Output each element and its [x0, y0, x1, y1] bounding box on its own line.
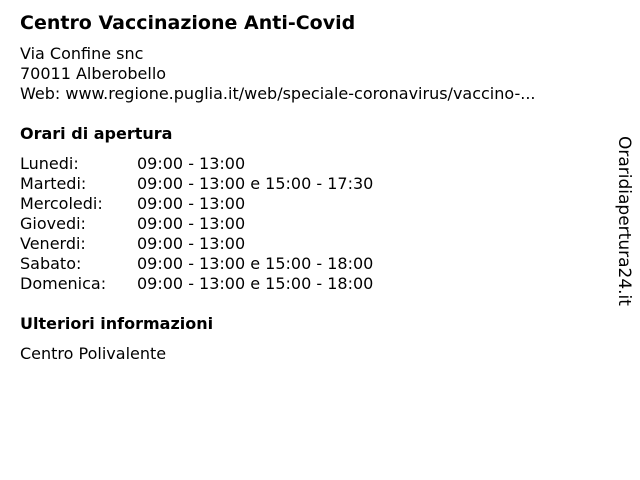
hours-row-lunedi [20, 154, 373, 174]
address-street: Via Confine snc [20, 44, 144, 63]
hours-day: Martedi: [20, 174, 87, 193]
hours-time: 09:00 - 13:00 [137, 154, 246, 173]
hours-row-domenica [20, 274, 373, 294]
address-web[interactable]: Web: www.regione.puglia.it/web/speciale-coronavirus/vaccino-... [20, 84, 536, 103]
hours-row-martedi [20, 174, 373, 194]
address-block [20, 44, 536, 104]
hours-day: Venerdi: [20, 234, 86, 253]
hours-row-venerdi [20, 234, 373, 254]
hours-time: 09:00 - 13:00 e 15:00 - 18:00 [137, 274, 374, 293]
hours-day: Mercoledi: [20, 194, 103, 213]
hours-day: Domenica: [20, 274, 107, 293]
address-city: 70011 Alberobello [20, 64, 167, 83]
hours-table [20, 154, 373, 294]
hours-time: 09:00 - 13:00 [137, 214, 246, 233]
hours-time: 09:00 - 13:00 [137, 194, 246, 213]
watermark: Oraridiapertura24.it [614, 136, 634, 306]
hours-heading: Orari di apertura [20, 124, 173, 143]
hours-day: Sabato: [20, 254, 82, 273]
hours-day: Giovedi: [20, 214, 86, 233]
hours-time: 09:00 - 13:00 [137, 234, 246, 253]
page-title: Centro Vaccinazione Anti-Covid [20, 12, 356, 34]
hours-row-giovedi [20, 214, 373, 234]
info-text: Centro Polivalente [20, 344, 167, 363]
hours-day: Lunedi: [20, 154, 79, 173]
hours-row-mercoledi [20, 194, 373, 214]
hours-time: 09:00 - 13:00 e 15:00 - 18:00 [137, 254, 374, 273]
info-heading: Ulteriori informazioni [20, 314, 214, 333]
hours-row-sabato [20, 254, 373, 274]
hours-time: 09:00 - 13:00 e 15:00 - 17:30 [137, 174, 374, 193]
